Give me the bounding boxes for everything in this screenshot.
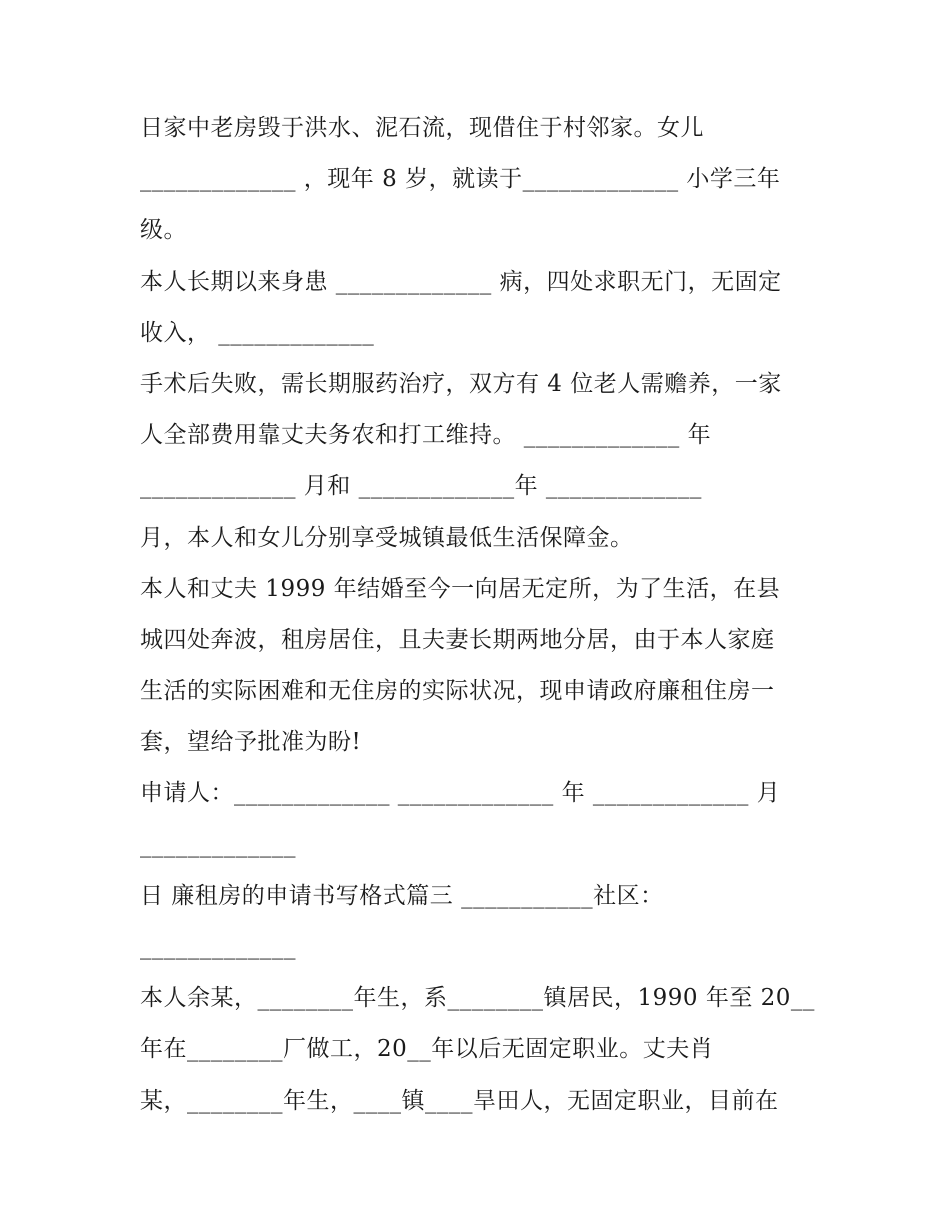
text-line: 人全部费用靠丈夫务农和打工维持。 _____________ 年 [140, 422, 712, 449]
document-body [140, 103, 830, 1127]
text-line: 城四处奔波，租房居住，且夫妻长期两地分居，由于本人家庭 [140, 626, 775, 653]
text-line: 本人余某，________年生，系________镇居民，1990 年至 20__ [140, 985, 815, 1012]
text-line: 某，________年生，____镇____旱田人，无固定职业，目前在 [140, 1087, 779, 1114]
text-line: 申请人：_____________ _____________ 年 _____________ 月 [140, 780, 781, 807]
text-line: _____________ [140, 934, 296, 960]
text-line: 日 廉租房的申请书写格式篇三 ___________社区： [140, 882, 664, 909]
text-line: _____________ ，现年 8 岁，就读于_____________ 小学三年 [140, 166, 781, 193]
text-line: 本人长期以来身患 _____________ 病，四处求职无门，无固定 [140, 268, 782, 295]
text-line: _____________ 月和 _____________年 _____________ [140, 473, 702, 500]
text-line: 月，本人和女儿分别享受城镇最低生活保障金。 [140, 524, 634, 551]
text-line: 年在________厂做工，20__年以后无固定职业。丈夫肖 [140, 1036, 714, 1063]
text-line: 日家中老房毁于洪水、泥石流，现借住于村邻家。女儿 [140, 115, 704, 141]
text-line: 级。 [140, 217, 187, 244]
text-line: 生活的实际困难和无住房的实际状况，现申请政府廉租住房一 [140, 678, 775, 705]
text-line: 手术后失败，需长期服药治疗，双方有 4 位老人需赡养，一家 [140, 370, 782, 397]
text-line: 本人和丈夫 1999 年结婚至今一向居无定所，为了生活，在县 [140, 575, 781, 602]
text-line: _____________ [140, 831, 296, 858]
text-line: 收入， _____________ [140, 319, 375, 346]
text-line: 套，望给予批准为盼! [140, 729, 362, 756]
